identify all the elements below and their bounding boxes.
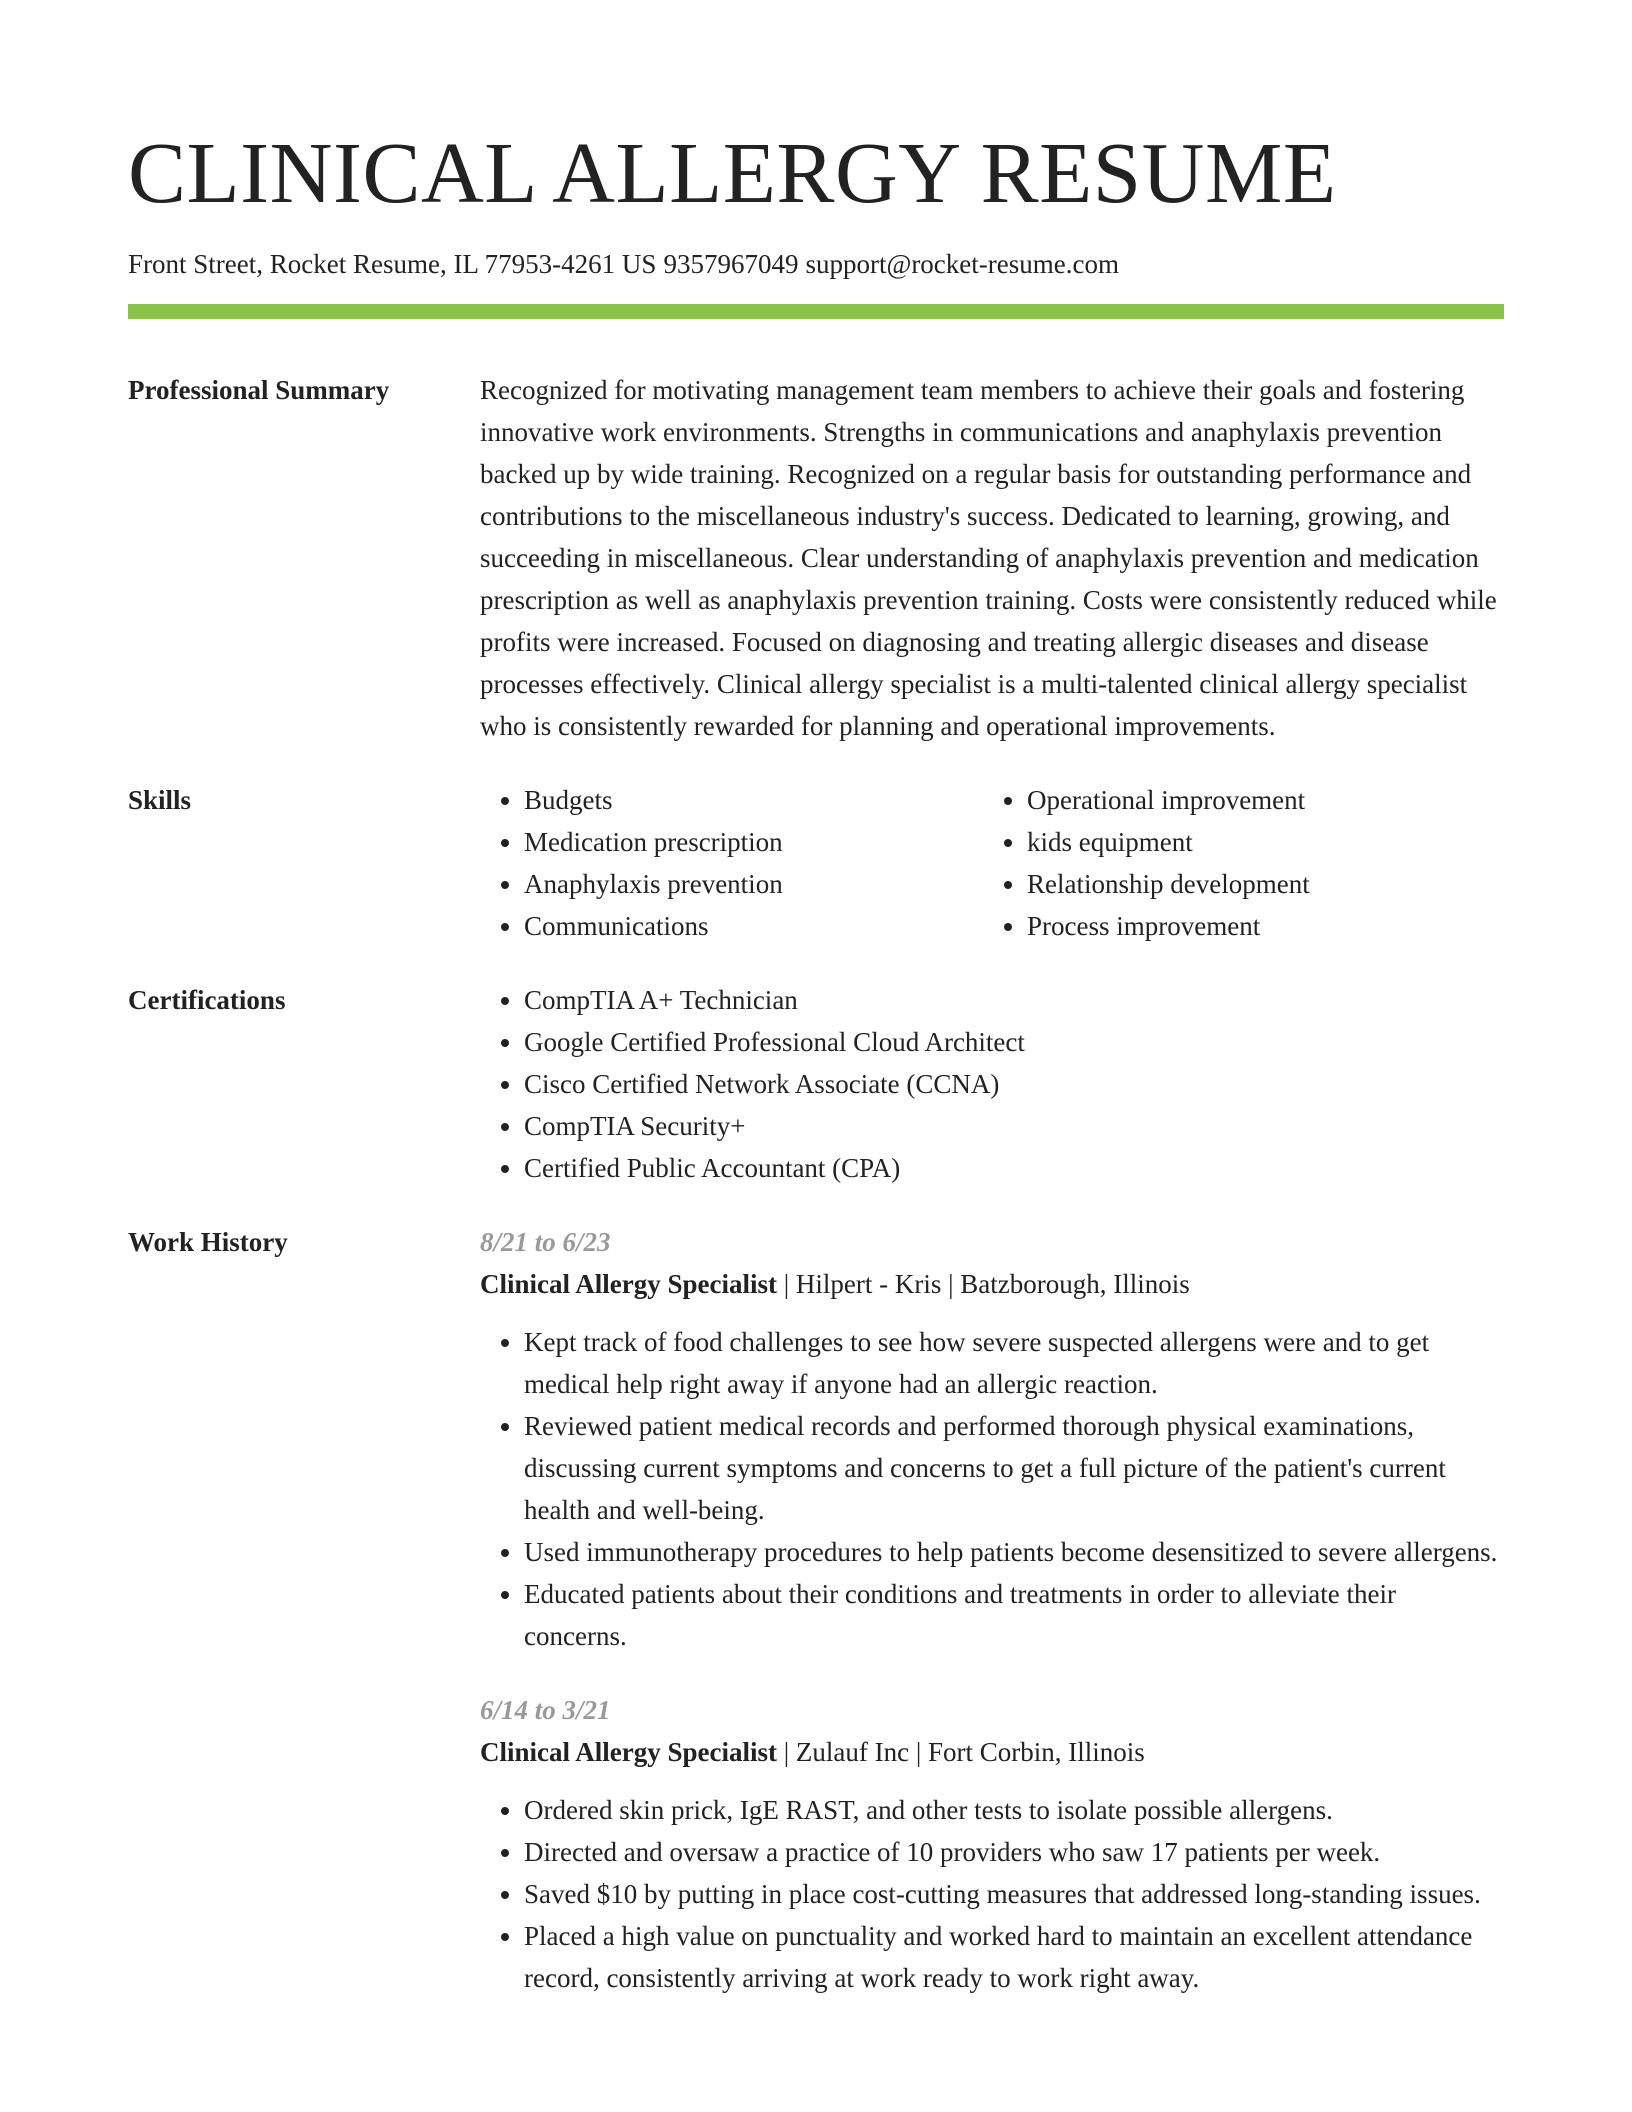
skills-list-left (480, 779, 983, 947)
skills-body (480, 779, 1504, 947)
summary-text: Recognized for motivating management team members to achieve their goals and fostering innovative work environments. Strengths in communications and anaphylaxis prevention backed up by wide training. Recognized on a regular basis for outstanding performance and contributions to the miscellaneous industry's success. Dedicated to learning, growing, and succeeding in miscellaneous. Clear understanding of anaphylaxis prevention and medication prescription as well as anaphylaxis prevention training. Costs were consistently reduced while profits were increased. Focused on diagnosing and treating allergic diseases and disease processes effectively. Clinical allergy specialist is a multi-talented clinical allergy specialist who is consistently rewarded for planning and operational improvements. (480, 375, 1497, 741)
skill-item: • Communications (524, 905, 983, 947)
job-title: Clinical Allergy Specialist (480, 1269, 777, 1299)
certifications-body (480, 979, 1504, 1189)
skill-item: • Budgets (524, 779, 983, 821)
job-entry (480, 1689, 1504, 1999)
job-bullet: • Used immunotherapy procedures to help patients become desensitized to severe allergens. (524, 1531, 1504, 1573)
contact-address: Front Street, Rocket Resume, IL 77953-4261 US (128, 249, 657, 279)
skill-item: • kids equipment (1027, 821, 1486, 863)
skills-heading: Skills (128, 785, 192, 815)
resume-title: CLINICAL ALLERGY RESUME (128, 124, 1337, 221)
job-company: Zulauf Inc (795, 1737, 910, 1767)
certifications-list (480, 979, 1504, 1189)
skill-item: • Relationship development (1027, 863, 1486, 905)
job-separator: | (783, 1737, 790, 1767)
job-company: Hilpert - Kris (795, 1269, 942, 1299)
skills-section (128, 779, 1504, 947)
contact-phone: 9357967049 (663, 249, 799, 279)
summary-body (480, 369, 1504, 747)
job-bullet: • Directed and oversaw a practice of 10 providers who saw 17 patients per week. (524, 1831, 1504, 1873)
job-title: Clinical Allergy Specialist (480, 1737, 777, 1767)
contact-line (128, 246, 1504, 282)
header-divider (128, 304, 1504, 319)
work-history-heading: Work History (128, 1227, 288, 1257)
certification-item: • Cisco Certified Network Associate (CCNA) (524, 1063, 1504, 1105)
certification-item: • Google Certified Professional Cloud Architect (524, 1021, 1504, 1063)
skill-item: • Anaphylaxis prevention (524, 863, 983, 905)
skill-item: • Medication prescription (524, 821, 983, 863)
job-separator: | (915, 1737, 922, 1767)
certifications-heading: Certifications (128, 985, 286, 1015)
job-bullet-list (480, 1321, 1504, 1657)
certification-item: • CompTIA A+ Technician (524, 979, 1504, 1021)
job-bullet: • Kept track of food challenges to see how severe suspected allergens were and to get medical help right away if anyone had an allergic reaction. (524, 1321, 1504, 1405)
job-separator: | (783, 1269, 790, 1299)
certification-item: • CompTIA Security+ (524, 1105, 1504, 1147)
summary-heading: Professional Summary (128, 375, 390, 405)
contact-email: support@rocket-resume.com (805, 249, 1119, 279)
summary-section (128, 369, 1504, 747)
work-history-section (128, 1221, 1504, 1999)
job-bullet: • Educated patients about their conditions and treatments in order to alleviate their concerns. (524, 1573, 1504, 1657)
job-bullet: • Reviewed patient medical records and performed thorough physical examinations, discussing current symptoms and concerns to get a full picture of the patient's current health and well-being. (524, 1405, 1504, 1531)
job-bullet: • Saved $10 by putting in place cost-cutting measures that addressed long-standing issues. (524, 1873, 1504, 1915)
job-dates: 8/21 to 6/23 (480, 1227, 611, 1257)
job-bullet-list (480, 1789, 1504, 1999)
job-bullet: • Ordered skin prick, IgE RAST, and other tests to isolate possible allergens. (524, 1789, 1504, 1831)
skill-item: • Operational improvement (1027, 779, 1486, 821)
job-entry (480, 1221, 1504, 1657)
job-location: Batzborough, Illinois (960, 1269, 1190, 1299)
skills-list-right (983, 779, 1486, 947)
job-header (480, 1731, 1504, 1773)
job-bullet: • Placed a high value on punctuality and worked hard to maintain an excellent attendance record, consistently arriving at work ready to work right away. (524, 1915, 1504, 1999)
job-header (480, 1263, 1504, 1305)
job-location: Fort Corbin, Illinois (928, 1737, 1145, 1767)
skill-item: • Process improvement (1027, 905, 1486, 947)
certification-item: • Certified Public Accountant (CPA) (524, 1147, 1504, 1189)
job-dates: 6/14 to 3/21 (480, 1695, 611, 1725)
certifications-section (128, 979, 1504, 1189)
job-separator: | (948, 1269, 954, 1299)
work-history-body (480, 1221, 1504, 1999)
